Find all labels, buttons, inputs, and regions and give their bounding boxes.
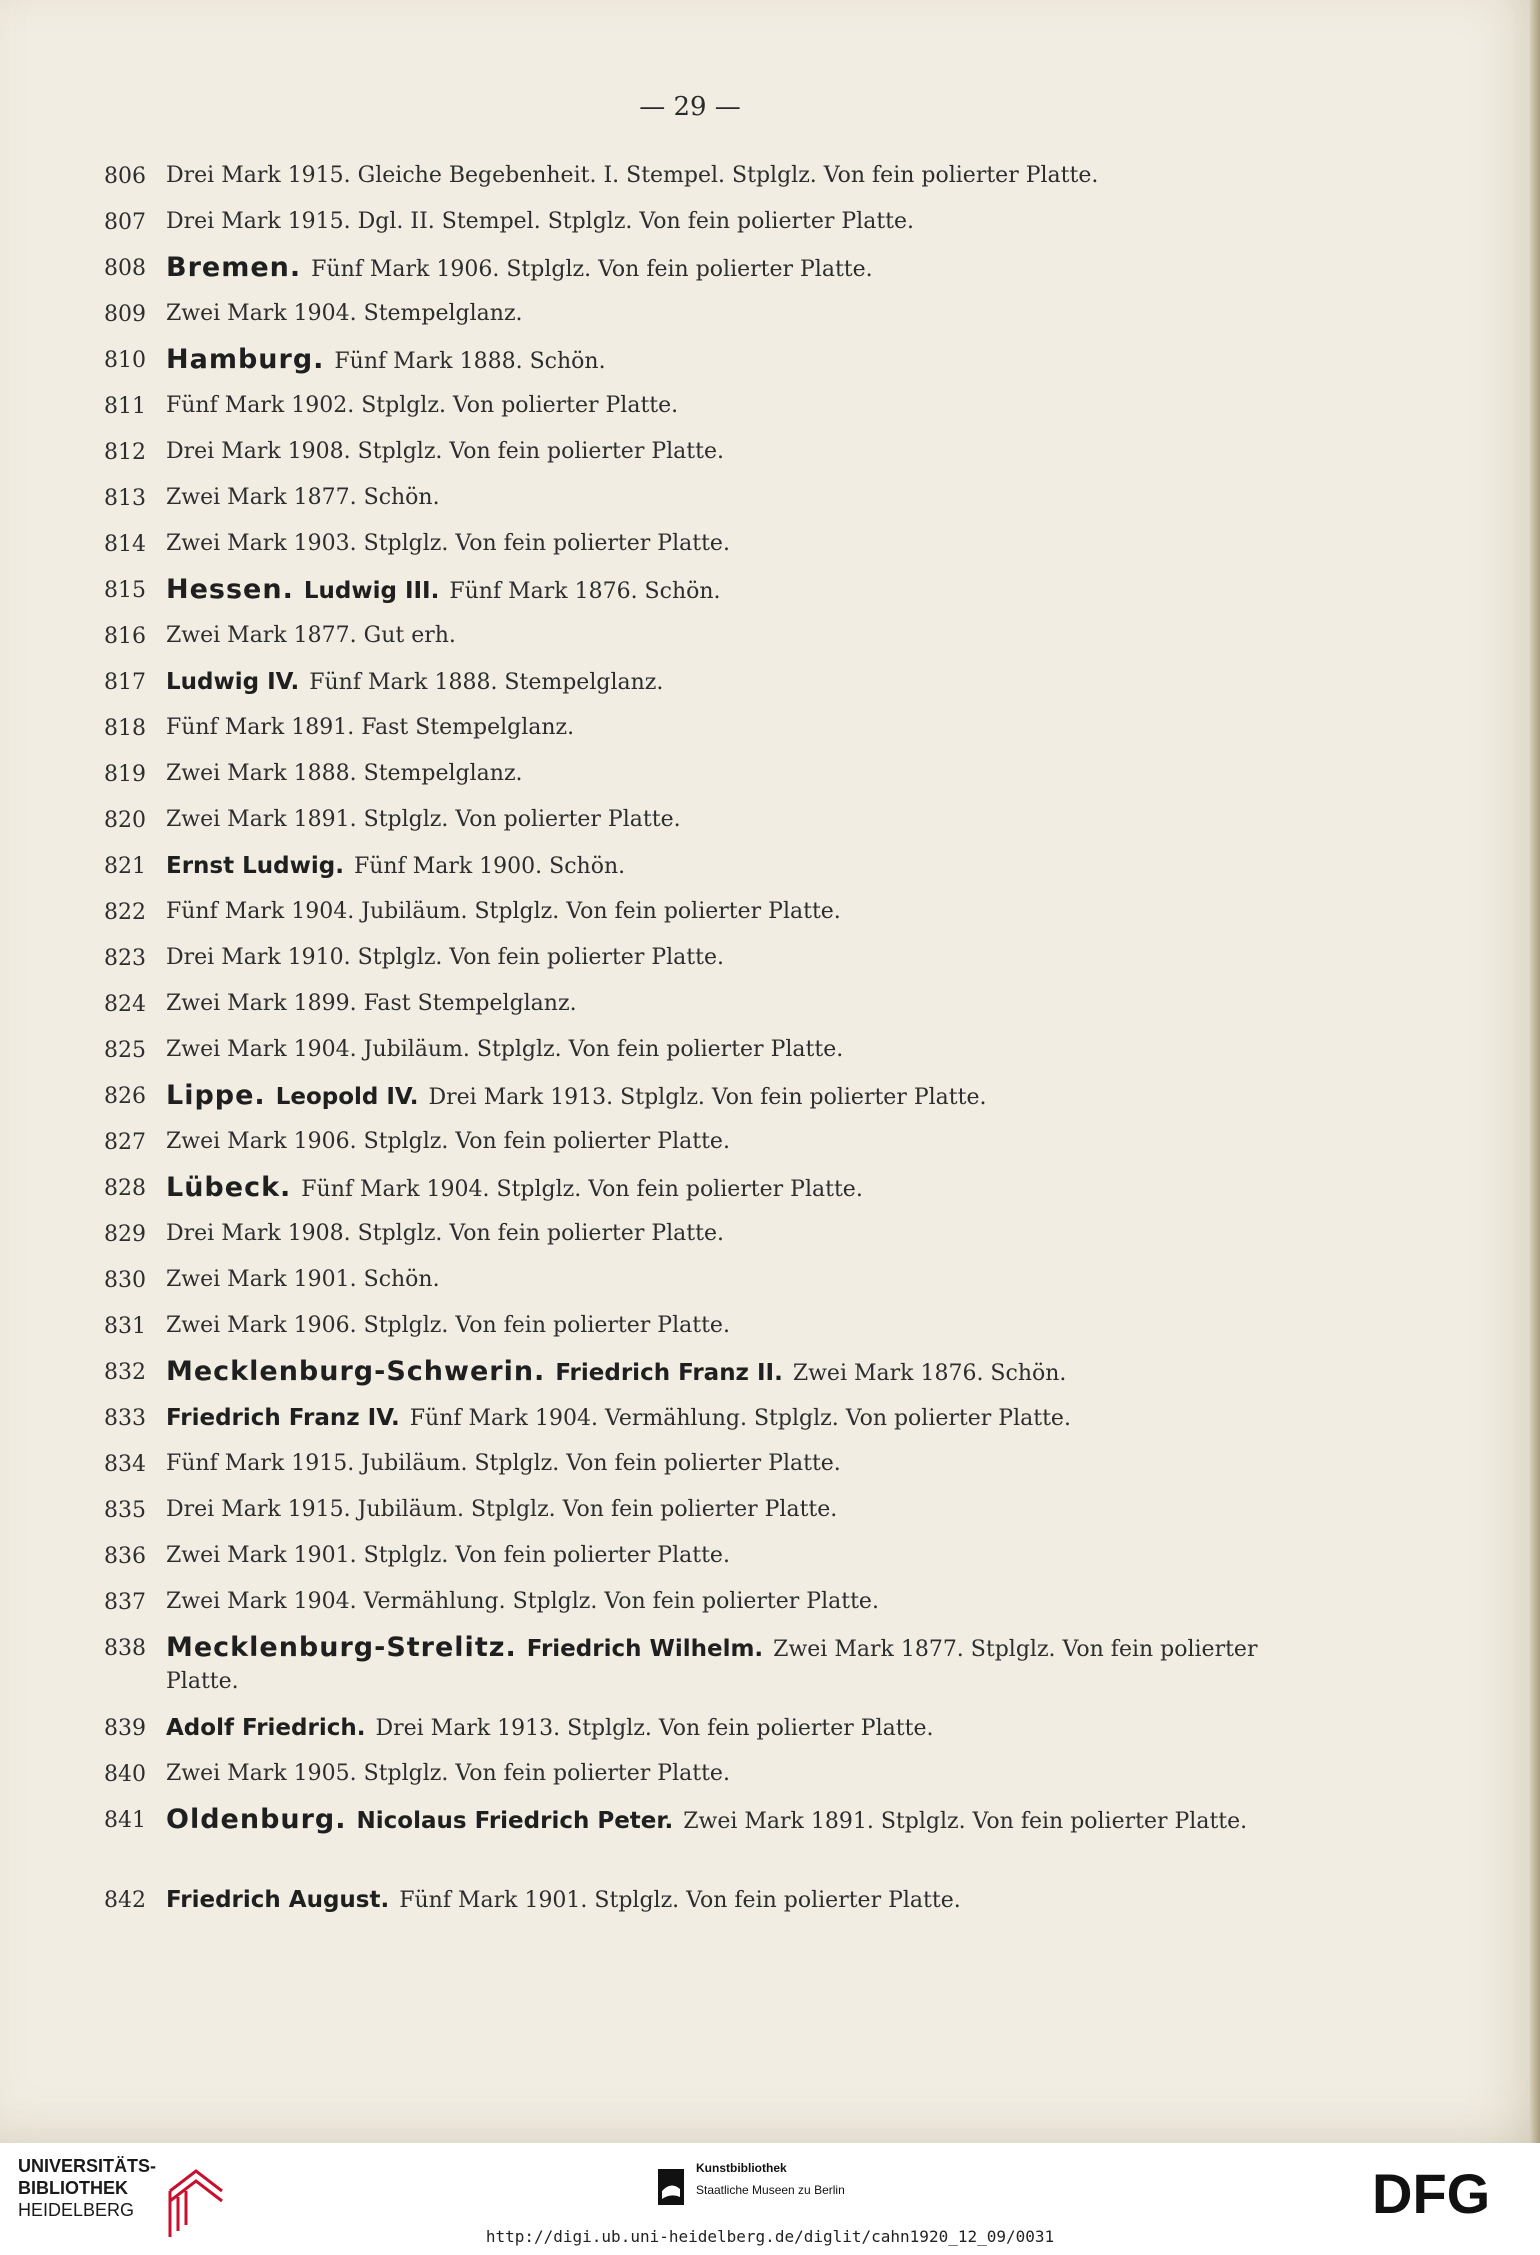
entry-body (166, 1356, 1286, 1390)
entry-number: 842 (104, 1888, 146, 1913)
catalog-entry (0, 620, 1540, 666)
entry-body (166, 804, 1286, 836)
catalog-entry (0, 298, 1540, 344)
entry-region-heading: Bremen. (166, 252, 302, 283)
entry-number: 841 (104, 1808, 146, 1833)
library-line-2: BIBLIOTHEK (18, 2178, 128, 2198)
entry-body (166, 758, 1286, 790)
catalog-entry (0, 666, 1540, 712)
entry-description: Drei Mark 1915. Dgl. II. Stempel. Stplglz. Von fein polierter Platte. (166, 209, 915, 234)
catalog-entry (0, 758, 1540, 804)
entry-number: 816 (104, 624, 146, 649)
entry-body (166, 942, 1286, 974)
entry-description: Zwei Mark 1906. Stplglz. Von fein polierter Platte. (166, 1313, 730, 1338)
catalog-entry (0, 896, 1540, 942)
entry-body (166, 390, 1286, 422)
catalog-entry (0, 1264, 1540, 1310)
entry-body (166, 160, 1286, 192)
entry-body (166, 528, 1286, 560)
entry-description: Drei Mark 1908. Stplglz. Von fein polierter Platte. (166, 1221, 724, 1246)
catalog-entry (0, 1494, 1540, 1540)
entry-description: Zwei Mark 1904. Jubiläum. Stplglz. Von fein polierter Platte. (166, 1037, 844, 1062)
entry-body (166, 988, 1286, 1020)
entry-body (166, 1126, 1286, 1158)
entry-body (166, 1804, 1286, 1838)
entry-ruler-heading: Nicolaus Friedrich Peter. (356, 1808, 674, 1834)
catalog-entry (0, 988, 1540, 1034)
entry-body (166, 1218, 1286, 1250)
entry-number: 837 (104, 1590, 146, 1615)
entry-region-heading: Mecklenburg-Strelitz. (166, 1632, 517, 1663)
catalog-entry (0, 1758, 1540, 1804)
catalog-entry (0, 1356, 1540, 1402)
entry-body (166, 1540, 1286, 1572)
entry-body (166, 1494, 1286, 1526)
entry-description: Zwei Mark 1904. Stempelglanz. (166, 301, 523, 326)
entry-number: 814 (104, 532, 146, 557)
entry-region-heading: Mecklenburg-Schwerin. (166, 1356, 546, 1387)
entry-description: Zwei Mark 1906. Stplglz. Von fein polierter Platte. (166, 1129, 730, 1154)
catalog-entry (0, 1712, 1540, 1758)
entry-number: 817 (104, 670, 146, 695)
entry-body (166, 1310, 1286, 1342)
catalog-entry (0, 482, 1540, 528)
catalog-entry (0, 1632, 1540, 1712)
library-line-3: HEIDELBERG (18, 2200, 135, 2220)
entry-number: 823 (104, 946, 146, 971)
catalog-entry (0, 1540, 1540, 1586)
entry-number: 811 (104, 394, 146, 419)
entry-body (166, 482, 1286, 514)
catalog-entry (0, 574, 1540, 620)
entry-description: Fünf Mark 1901. Stplglz. Von fein polierter Platte. (399, 1888, 961, 1913)
entry-number: 824 (104, 992, 146, 1017)
entry-description: Fünf Mark 1902. Stplglz. Von polierter Platte. (166, 393, 679, 418)
entry-number: 820 (104, 808, 146, 833)
catalog-entry (0, 1310, 1540, 1356)
entry-body (166, 206, 1286, 238)
catalog-entry (0, 206, 1540, 252)
entry-description: Fünf Mark 1888. Stempelglanz. (309, 670, 664, 695)
entry-ruler-heading: Ernst Ludwig. (166, 853, 344, 879)
entry-body (166, 1402, 1286, 1435)
entry-description: Zwei Mark 1888. Stempelglanz. (166, 761, 523, 786)
entry-description: Fünf Mark 1906. Stplglz. Von fein polierter Platte. (311, 257, 873, 282)
kunstbibliothek-subtitle: Staatliche Museen zu Berlin (696, 2183, 845, 2197)
entry-number: 818 (104, 716, 146, 741)
catalog-entry (0, 344, 1540, 390)
entry-description: Zwei Mark 1891. Stplglz. Von fein polierter Platte. (683, 1809, 1248, 1834)
entry-number: 809 (104, 302, 146, 327)
entry-region-heading: Oldenburg. (166, 1804, 347, 1835)
entry-number: 831 (104, 1314, 146, 1339)
catalog-entry (0, 1172, 1540, 1218)
entry-region-heading: Hamburg. (166, 344, 325, 375)
entry-body (166, 298, 1286, 330)
entry-number: 825 (104, 1038, 146, 1063)
entry-number: 828 (104, 1176, 146, 1201)
entry-body (166, 1632, 1286, 1698)
entry-description: Zwei Mark 1876. Schön. (792, 1361, 1067, 1386)
entry-number: 834 (104, 1452, 146, 1477)
entry-description: Drei Mark 1915. Jubiläum. Stplglz. Von fein polierter Platte. (166, 1497, 838, 1522)
entry-description: Fünf Mark 1900. Schön. (353, 854, 626, 879)
entry-body (166, 896, 1286, 928)
entry-description: Fünf Mark 1876. Schön. (449, 579, 721, 604)
kunstbibliothek-logo[interactable] (656, 2161, 916, 2221)
entry-description: Zwei Mark 1901. Stplglz. Von fein polierter Platte. (166, 1543, 730, 1568)
entry-number: 839 (104, 1716, 146, 1741)
entry-number: 827 (104, 1130, 146, 1155)
entry-body (166, 1264, 1286, 1296)
library-line-1: UNIVERSITÄTS- (18, 2156, 157, 2176)
entry-body (166, 344, 1286, 378)
entry-body (166, 436, 1286, 468)
entry-description: Zwei Mark 1877. Gut erh. (166, 623, 456, 648)
catalog-entry (0, 528, 1540, 574)
entry-ruler-heading: Ludwig III. (303, 578, 440, 604)
entry-number: 821 (104, 854, 146, 879)
entry-description: Zwei Mark 1905. Stplglz. Von fein polierter Platte. (166, 1761, 730, 1786)
entry-description: Fünf Mark 1891. Fast Stempelglanz. (166, 715, 575, 740)
catalog-entry (0, 1034, 1540, 1080)
entry-body (166, 666, 1286, 699)
entry-description: Fünf Mark 1904. Jubiläum. Stplglz. Von fein polierter Platte. (166, 899, 841, 924)
entry-number: 813 (104, 486, 146, 511)
entry-body (166, 1448, 1286, 1480)
catalog-entry (0, 252, 1540, 298)
entry-body (166, 850, 1286, 883)
entry-number: 806 (104, 164, 146, 189)
entry-number: 808 (104, 256, 146, 281)
entry-body (166, 1586, 1286, 1618)
catalog-entry (0, 850, 1540, 896)
entry-body (166, 1758, 1286, 1790)
entry-ruler-heading: Ludwig IV. (166, 669, 300, 695)
footer-bar (0, 2143, 1540, 2255)
entry-number: 833 (104, 1406, 146, 1431)
catalog-entry (0, 712, 1540, 758)
entry-ruler-heading: Adolf Friedrich. (166, 1715, 366, 1741)
entry-number: 832 (104, 1360, 146, 1385)
entry-description: Zwei Mark 1904. Vermählung. Stplglz. Von fein polierter Platte. (166, 1589, 879, 1614)
dfg-logo[interactable] (1372, 2161, 1522, 2221)
entry-body (166, 1172, 1286, 1206)
entry-number: 812 (104, 440, 146, 465)
entry-body (166, 620, 1286, 652)
entry-region-heading: Lübeck. (166, 1172, 292, 1203)
entry-number: 815 (104, 578, 146, 603)
catalog-entry (0, 1448, 1540, 1494)
entry-number: 838 (104, 1636, 146, 1661)
entry-description: Fünf Mark 1904. Stplglz. Von fein polierter Platte. (301, 1177, 863, 1202)
entry-number: 810 (104, 348, 146, 373)
entry-number: 826 (104, 1084, 146, 1109)
catalog-entry (0, 1804, 1540, 1884)
entry-number: 836 (104, 1544, 146, 1569)
catalog-entry (0, 942, 1540, 988)
entry-description: Zwei Mark 1903. Stplglz. Von fein polierter Platte. (166, 531, 730, 556)
entry-description: Drei Mark 1913. Stplglz. Von fein polierter Platte. (428, 1085, 987, 1110)
catalog-entry (0, 1126, 1540, 1172)
permalink-url[interactable]: http://digi.ub.uni-heidelberg.de/diglit/cahn1920_12_09/0031 (485, 2227, 1055, 2246)
entry-ruler-heading: Leopold IV. (275, 1084, 419, 1110)
university-library-logo[interactable] (18, 2155, 258, 2245)
entry-body (166, 252, 1286, 286)
entry-description: Drei Mark 1908. Stplglz. Von fein polierter Platte. (166, 439, 724, 464)
entry-description: Zwei Mark 1891. Stplglz. Von polierter Platte. (166, 807, 681, 832)
entry-number: 829 (104, 1222, 146, 1247)
entry-description: Fünf Mark 1915. Jubiläum. Stplglz. Von fein polierter Platte. (166, 1451, 841, 1476)
entry-body (166, 1080, 1286, 1114)
entry-number: 807 (104, 210, 146, 235)
kunstbibliothek-icon (656, 2167, 686, 2207)
entry-ruler-heading: Friedrich Franz II. (555, 1360, 783, 1386)
university-library-name (18, 2155, 156, 2221)
entry-number: 840 (104, 1762, 146, 1787)
entry-body (166, 1884, 1286, 1917)
catalog-entry (0, 804, 1540, 850)
entry-description: Drei Mark 1910. Stplglz. Von fein polierter Platte. (166, 945, 724, 970)
entry-description: Zwei Mark 1877. Schön. (166, 485, 440, 510)
entry-body (166, 712, 1286, 744)
entry-number: 822 (104, 900, 146, 925)
entry-description: Zwei Mark 1899. Fast Stempelglanz. (166, 991, 577, 1016)
catalog-entry (0, 1080, 1540, 1126)
entry-number: 819 (104, 762, 146, 787)
catalog-entry (0, 1884, 1540, 1930)
entry-description: Zwei Mark 1901. Schön. (166, 1267, 440, 1292)
entry-ruler-heading: Friedrich August. (166, 1887, 390, 1913)
entry-body (166, 1034, 1286, 1066)
entry-description: Fünf Mark 1888. Schön. (334, 349, 606, 374)
entry-region-heading: Lippe. (166, 1080, 266, 1111)
entry-region-heading: Hessen. (166, 574, 294, 605)
entry-body (166, 1712, 1286, 1745)
catalog-entry (0, 1586, 1540, 1632)
kunstbibliothek-title: Kunstbibliothek (696, 2161, 787, 2175)
catalog-entry (0, 160, 1540, 206)
entry-ruler-heading: Friedrich Wilhelm. (526, 1636, 764, 1662)
entry-description: Drei Mark 1915. Gleiche Begebenheit. I. Stempel. Stplglz. Von fein polierter Platte. (166, 163, 1099, 188)
catalog-entries (0, 160, 1540, 1930)
entry-number: 835 (104, 1498, 146, 1523)
catalog-entry (0, 436, 1540, 482)
page-number: — 29 — (639, 92, 741, 122)
catalog-entry (0, 1218, 1540, 1264)
entry-description: Zwei Mark 1877. Stplglz. Von fein polierter Platte. (166, 1637, 1258, 1694)
catalog-entry (0, 1402, 1540, 1448)
dfg-logo-text: DFG (1372, 2162, 1491, 2221)
entry-description: Fünf Mark 1904. Vermählung. Stplglz. Von polierter Platte. (409, 1406, 1071, 1431)
catalog-entry (0, 390, 1540, 436)
library-mark-icon (156, 2161, 236, 2241)
entry-description: Drei Mark 1913. Stplglz. Von fein polierter Platte. (375, 1716, 934, 1741)
entry-body (166, 574, 1286, 608)
entry-number: 830 (104, 1268, 146, 1293)
entry-ruler-heading: Friedrich Franz IV. (166, 1405, 400, 1431)
